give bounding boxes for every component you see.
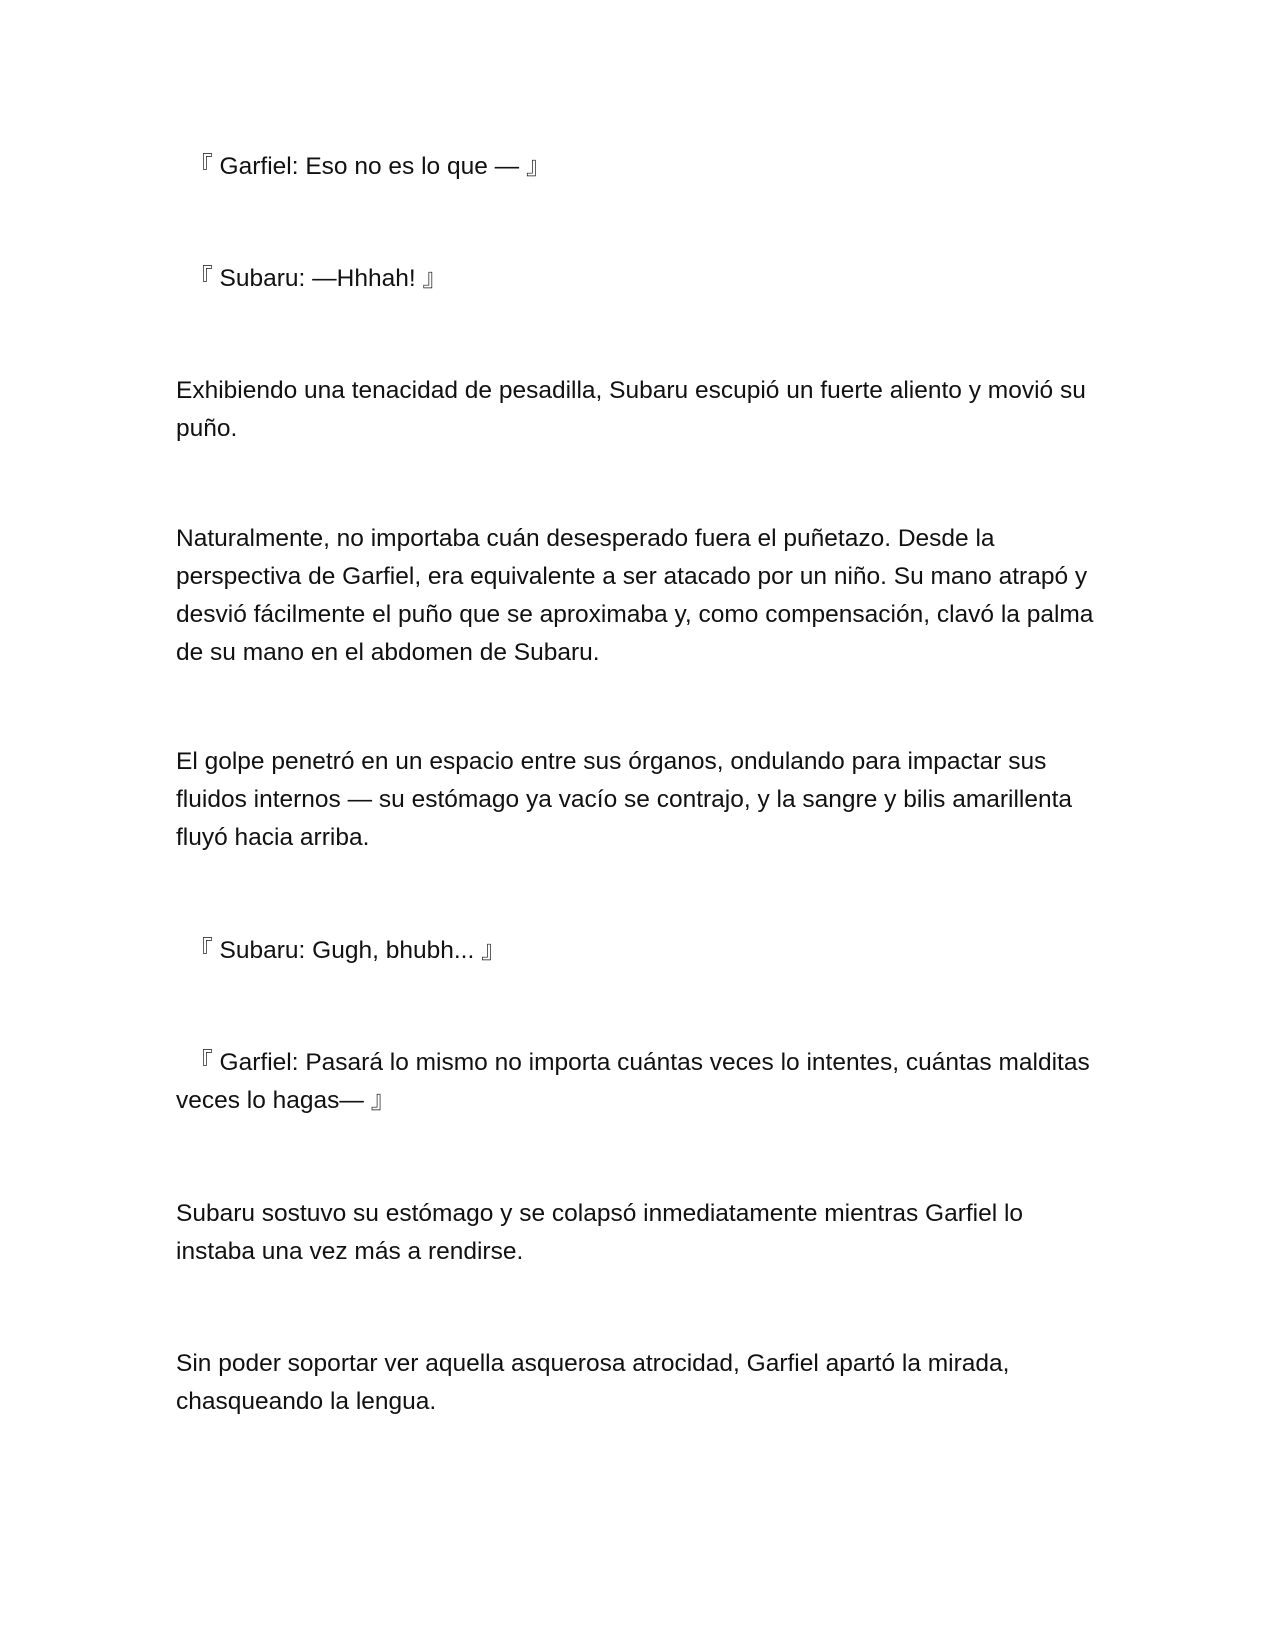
narration-paragraph-2: Naturalmente, no importaba cuán desesperado fuera el puñetazo. Desde la perspectiva de Garfiel, era equivalente a ser atacado por un niño. Su mano atrapó y desvió fácilmente el puño que se aproximaba y, como compensación, clavó la palma de su mano en el abdomen de Subaru. — [176, 525, 1094, 666]
dialogue-subaru-2: 『 Subaru: Gugh, bhubh... 』 — [176, 937, 506, 964]
narration-paragraph-1: Exhibiendo una tenacidad de pesadilla, Subaru escupió un fuerte aliento y movió su puño. — [176, 377, 1086, 442]
dialogue-garfiel-2: 『 Garfiel: Pasará lo mismo no importa cuántas veces lo intentes, cuántas malditas veces lo hagas— 』 — [176, 1049, 1090, 1114]
narration-paragraph-4: Subaru sostuvo su estómago y se colapsó inmediatamente mientras Garfiel lo instaba una vez más a rendirse. — [176, 1200, 1024, 1265]
dialogue-garfiel-1: 『 Garfiel: Eso no es lo que — 』 — [176, 153, 551, 180]
narration-paragraph-3: El golpe penetró en un espacio entre sus órganos, ondulando para impactar sus fluidos internos — su estómago ya vacío se contrajo, y la sangre y bilis amarillenta fluyó hacia arriba. — [176, 748, 1073, 851]
dialogue-subaru-1: 『 Subaru: —Hhhah! 』 — [176, 265, 447, 292]
narration-paragraph-5: Sin poder soportar ver aquella asquerosa atrocidad, Garfiel apartó la mirada, chasqueando la lengua. — [176, 1350, 1010, 1415]
